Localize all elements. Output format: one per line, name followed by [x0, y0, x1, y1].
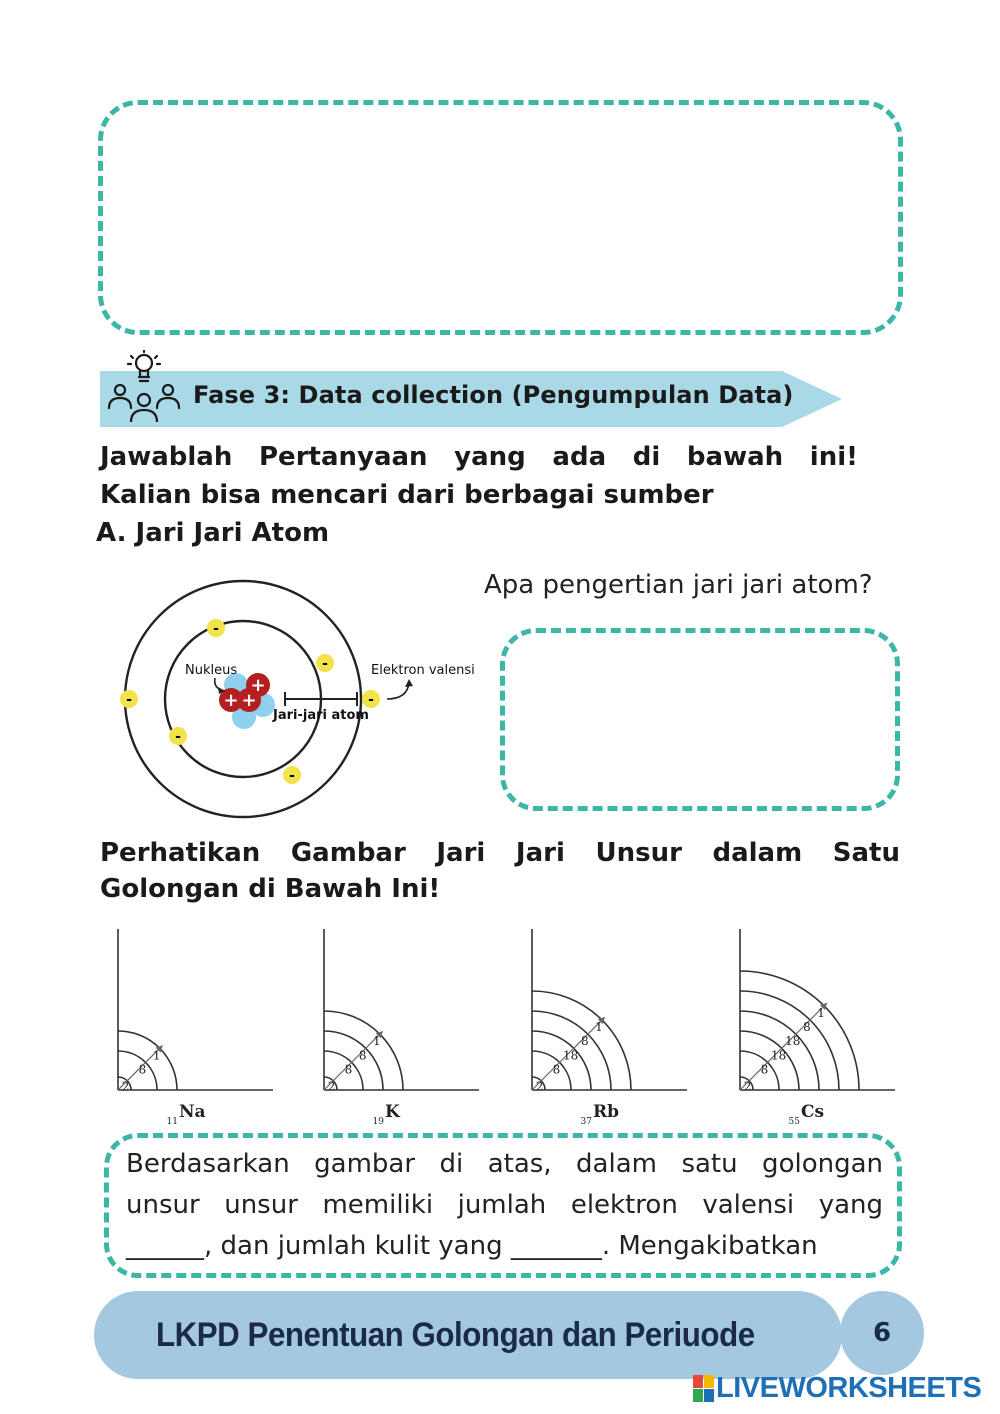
phase-title: Fase 3: Data collection (Pengumpulan Data)	[193, 381, 794, 409]
atom-radius-diagram	[115, 575, 485, 825]
shell-count: 8	[803, 1020, 811, 1035]
element-symbol: Cs	[801, 1102, 825, 1122]
element-symbol: Na	[179, 1102, 206, 1122]
svg-text:-: -	[289, 768, 295, 784]
nucleus-label: Nukleus	[185, 663, 238, 678]
shell-count: 8	[138, 1062, 147, 1077]
shell-count: 8	[344, 1062, 353, 1077]
liveworksheets-logo-icon	[693, 1375, 715, 1403]
element-symbol: Rb	[593, 1102, 620, 1122]
svg-text:-: -	[368, 692, 374, 708]
electron	[169, 727, 187, 745]
paragraph-line: unsur unsur memiliki jumlah elektron valensi yang	[126, 1190, 883, 1220]
team-idea-icon	[104, 350, 184, 426]
proton-sign: +	[241, 690, 257, 711]
shell-diagrams	[110, 925, 900, 1130]
shell-diagram-rb	[532, 929, 687, 1127]
shell-count: 2	[327, 1079, 336, 1094]
proton-sign: +	[223, 690, 239, 711]
shell-count: 2	[743, 1079, 752, 1094]
atomic-number: 37	[580, 1117, 592, 1127]
shell-count: 1	[372, 1034, 381, 1049]
paragraph-line: Berdasarkan gambar di atas, dalam satu golongan	[126, 1149, 883, 1179]
shell-diagram-na	[118, 929, 273, 1127]
shell-count: 18	[563, 1048, 579, 1063]
answer-box-top[interactable]	[98, 100, 903, 335]
conclusion-paragraph	[126, 1144, 883, 1267]
footer-title: LKPD Penentuan Golongan dan Periuode	[156, 1316, 755, 1354]
shell-diagram-k	[324, 929, 479, 1127]
electron	[120, 690, 138, 708]
liveworksheets-watermark: LIVEWORKSHEETS	[716, 1372, 982, 1404]
shell-count: 1	[817, 1005, 825, 1020]
nucleus	[219, 673, 275, 729]
observe-line-1: Perhatikan Gambar Jari Jari Unsur dalam Satu	[100, 838, 900, 868]
element-symbol: K	[385, 1102, 400, 1122]
instruction-line-1: Jawablah Pertanyaan yang ada di bawah ini!	[100, 442, 858, 472]
shell-count: 2	[121, 1079, 130, 1094]
shell-count: 1	[152, 1048, 161, 1063]
atomic-number: 55	[788, 1117, 800, 1127]
shell-count: 18	[771, 1048, 787, 1063]
instruction-line-2: Kalian bisa mencari dari berbagai sumber	[100, 480, 714, 510]
section-title: A. Jari Jari Atom	[96, 518, 330, 548]
observe-line-2: Golongan di Bawah Ini!	[100, 874, 441, 904]
electron	[207, 619, 225, 637]
svg-text:-: -	[175, 729, 181, 745]
shell-count: 8	[358, 1048, 367, 1063]
electron	[283, 766, 301, 784]
shell-count: 8	[760, 1062, 769, 1077]
paragraph-line: ______, dan jumlah kulit yang _______. Mengakibatkan	[126, 1231, 818, 1261]
question-text: Apa pengertian jari jari atom?	[484, 570, 873, 600]
proton-sign: +	[250, 675, 266, 696]
shell-count: 1	[595, 1020, 603, 1035]
shell-count: 8	[580, 1034, 589, 1049]
atomic-number: 11	[166, 1117, 178, 1127]
shell-count: 2	[535, 1079, 544, 1094]
page-number: 6	[872, 1318, 892, 1348]
radius-arrow	[740, 1003, 827, 1090]
electron	[316, 654, 334, 672]
shell-count: 18	[785, 1034, 801, 1049]
shell-diagram-cs	[740, 929, 895, 1127]
radius-label: Jari-jari atom	[273, 708, 369, 723]
atomic-number: 19	[372, 1117, 384, 1127]
svg-text:-: -	[126, 692, 132, 708]
shell-count: 8	[552, 1062, 561, 1077]
answer-box-atomic-radius[interactable]	[500, 628, 900, 811]
electron	[362, 690, 380, 708]
svg-text:-: -	[213, 621, 219, 637]
valence-label: Elektron valensi	[371, 663, 475, 678]
svg-text:-: -	[322, 656, 328, 672]
